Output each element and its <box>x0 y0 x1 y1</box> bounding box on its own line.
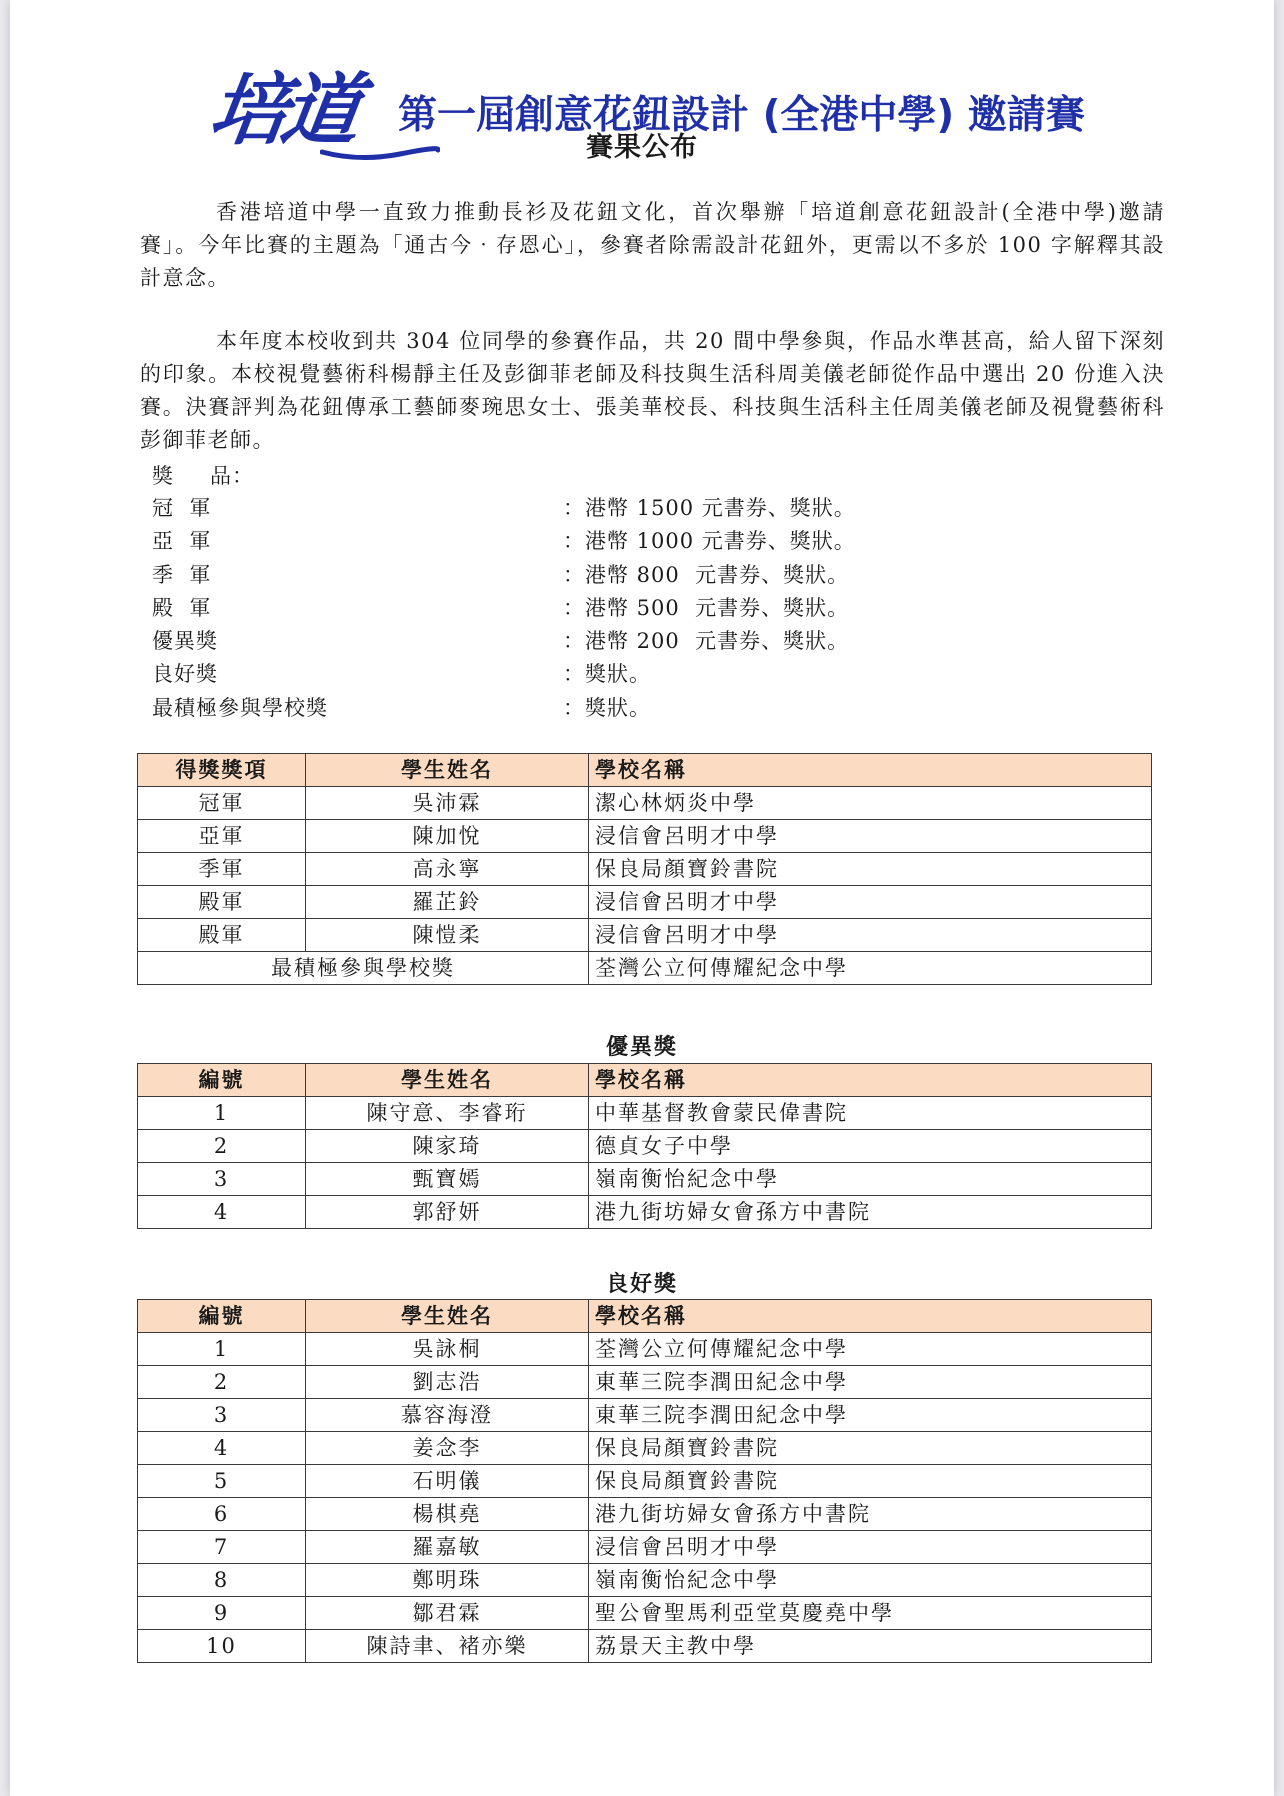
student-cell: 陳守意、李睿珩 <box>306 1097 589 1130</box>
student-cell: 郭舒妍 <box>306 1196 589 1229</box>
student-cell: 甄寶嫣 <box>306 1163 589 1196</box>
school-cell: 荃灣公立何傳耀紀念中學 <box>589 952 1152 985</box>
award-cell: 季軍 <box>138 853 306 886</box>
table-row <box>138 1630 1152 1663</box>
prize-value: ：獎狀。 <box>563 662 651 687</box>
award-cell: 殿軍 <box>138 886 306 919</box>
school-cell: 聖公會聖馬利亞堂莫慶堯中學 <box>589 1597 1152 1630</box>
column-header: 學校名稱 <box>589 754 1152 787</box>
column-header: 學生姓名 <box>306 1064 589 1097</box>
school-cell: 浸信會呂明才中學 <box>589 886 1152 919</box>
number-cell: 10 <box>138 1630 306 1663</box>
number-cell: 4 <box>138 1196 306 1229</box>
school-cell: 保良局顏寶鈴書院 <box>589 1432 1152 1465</box>
student-cell: 劉志浩 <box>306 1366 589 1399</box>
prizes-heading-right: 品： <box>210 464 254 488</box>
prize-value: ：獎狀。 <box>563 695 651 720</box>
prize-name: 優異獎 <box>152 629 218 654</box>
prize-name: 亞 軍 <box>152 529 212 554</box>
table-row <box>138 787 1152 820</box>
student-cell: 陳加悅 <box>306 820 589 853</box>
student-cell: 陳愷柔 <box>306 919 589 952</box>
column-header: 得獎獎項 <box>138 754 306 787</box>
table-row <box>138 1333 1152 1366</box>
number-cell: 5 <box>138 1465 306 1498</box>
student-cell: 鄭明珠 <box>306 1564 589 1597</box>
school-cell: 東華三院李潤田紀念中學 <box>589 1366 1152 1399</box>
school-cell: 浸信會呂明才中學 <box>589 820 1152 853</box>
number-cell: 2 <box>138 1366 306 1399</box>
number-cell: 6 <box>138 1498 306 1531</box>
school-cell: 保良局顏寶鈴書院 <box>589 1465 1152 1498</box>
prize-value: ：港幣 1500 元書券、獎狀。 <box>563 496 856 520</box>
school-cell: 中華基督教會蒙民偉書院 <box>589 1097 1152 1130</box>
award-cell: 亞軍 <box>138 820 306 853</box>
number-cell: 8 <box>138 1564 306 1597</box>
intro-paragraph-1: 香港培道中學一直致力推動長衫及花鈕文化，首次舉辦「培道創意花鈕設計(全港中學)邀請賽」。今年比賽的主題為「通古今‧存恩心」，參賽者除需設計花鈕外，更需以不多於 100 字解釋其設計意念。 <box>140 200 1165 290</box>
number-cell: 3 <box>138 1163 306 1196</box>
table-row <box>138 1465 1152 1498</box>
table-header-row <box>138 1064 1152 1097</box>
column-header: 編號 <box>138 1300 306 1333</box>
student-cell: 姜念李 <box>306 1432 589 1465</box>
table-row <box>138 886 1152 919</box>
prize-name: 季 軍 <box>152 562 212 587</box>
column-header: 學生姓名 <box>306 754 589 787</box>
school-cell: 潔心林炳炎中學 <box>589 787 1152 820</box>
table-row <box>138 1399 1152 1432</box>
number-cell: 3 <box>138 1399 306 1432</box>
school-cell: 荃灣公立何傳耀紀念中學 <box>589 1333 1152 1366</box>
prize-item <box>152 525 952 558</box>
school-cell: 浸信會呂明才中學 <box>589 1531 1152 1564</box>
award-cell: 冠軍 <box>138 787 306 820</box>
student-cell: 陳詩聿、褚亦樂 <box>306 1630 589 1663</box>
school-logo: 培道 <box>203 65 361 156</box>
merit-section-title: 優異獎 <box>605 1035 678 1060</box>
results-subtitle: 賽果公布 <box>586 132 698 163</box>
prize-item <box>152 559 952 592</box>
prize-name: 冠 軍 <box>152 496 212 520</box>
column-header: 編號 <box>138 1064 306 1097</box>
table-row <box>138 919 1152 952</box>
prize-name: 良好獎 <box>152 662 218 687</box>
prize-item <box>152 492 952 525</box>
table-row <box>138 853 1152 886</box>
school-cell: 港九街坊婦女會孫方中書院 <box>589 1498 1152 1531</box>
student-cell: 吳沛霖 <box>306 787 589 820</box>
school-cell: 港九街坊婦女會孫方中書院 <box>589 1196 1152 1229</box>
table-header-row <box>138 1300 1152 1333</box>
table-row <box>138 1163 1152 1196</box>
school-cell: 東華三院李潤田紀念中學 <box>589 1399 1152 1432</box>
school-cell: 德貞女子中學 <box>589 1130 1152 1163</box>
award-cell: 殿軍 <box>138 919 306 952</box>
number-cell: 7 <box>138 1531 306 1564</box>
table-row <box>138 1366 1152 1399</box>
number-cell: 2 <box>138 1130 306 1163</box>
number-cell: 4 <box>138 1432 306 1465</box>
student-cell: 羅芷鈴 <box>306 886 589 919</box>
table-row <box>138 1498 1152 1531</box>
good-awards-table <box>137 1299 1152 1663</box>
table-row <box>138 1564 1152 1597</box>
student-cell: 鄒君霖 <box>306 1597 589 1630</box>
prize-value: ：港幣 200 元書券、獎狀。 <box>563 629 850 654</box>
prize-item <box>152 658 952 691</box>
table-row <box>138 820 1152 853</box>
student-cell: 陳家琦 <box>306 1130 589 1163</box>
student-cell: 慕容海澄 <box>306 1399 589 1432</box>
good-section-title: 良好獎 <box>605 1272 678 1297</box>
prize-value: ：港幣 1000 元書券、獎狀。 <box>563 529 856 554</box>
column-header: 學校名稱 <box>589 1064 1152 1097</box>
column-header: 學生姓名 <box>306 1300 589 1333</box>
prize-name: 最積極參與學校獎 <box>152 695 328 720</box>
table-row <box>138 1531 1152 1564</box>
school-award-cell: 最積極參與學校獎 <box>138 952 589 985</box>
prize-item <box>152 625 952 658</box>
table-row <box>138 1196 1152 1229</box>
student-cell: 高永寧 <box>306 853 589 886</box>
competition-title: 第一屆創意花鈕設計 (全港中學) 邀請賽 <box>398 93 1085 138</box>
school-cell: 保良局顏寶鈴書院 <box>589 853 1152 886</box>
student-cell: 石明儀 <box>306 1465 589 1498</box>
table-row <box>138 1432 1152 1465</box>
merit-awards-table <box>137 1063 1152 1229</box>
student-cell: 楊棋堯 <box>306 1498 589 1531</box>
prize-item <box>152 692 952 725</box>
intro-paragraph-2: 本年度本校收到共 304 位同學的參賽作品，共 20 間中學參與，作品水準甚高，給人留下深刻的印象。本校視覺藝術科楊靜主任及彭御菲老師及科技與生活科周美儀老師從作品中選出 20 份進入決賽。決賽評判為花鈕傳承工藝師麥琬思女士、張美華校長、科技與生活科主任周美儀老師及視覺藝術科彭御菲老師。 <box>140 329 1165 452</box>
document-page <box>10 0 1274 1796</box>
number-cell: 1 <box>138 1097 306 1130</box>
school-cell: 嶺南衡怡紀念中學 <box>589 1163 1152 1196</box>
table-header-row <box>138 754 1152 787</box>
table-row <box>138 1597 1152 1630</box>
table-row <box>138 1097 1152 1130</box>
school-cell: 荔景天主教中學 <box>589 1630 1152 1663</box>
school-cell: 浸信會呂明才中學 <box>589 919 1152 952</box>
prizes-heading-left: 獎 <box>152 464 174 488</box>
prize-value: ：港幣 800 元書券、獎狀。 <box>563 562 850 587</box>
table-row <box>138 1130 1152 1163</box>
table-row <box>138 952 1152 985</box>
prize-name: 殿 軍 <box>152 595 212 620</box>
prize-list <box>152 492 952 725</box>
school-cell: 嶺南衡怡紀念中學 <box>589 1564 1152 1597</box>
prize-value: ：港幣 500 元書券、獎狀。 <box>563 595 850 620</box>
number-cell: 9 <box>138 1597 306 1630</box>
prizes-heading <box>152 460 254 490</box>
number-cell: 1 <box>138 1333 306 1366</box>
prize-item <box>152 592 952 625</box>
main-awards-table <box>137 753 1152 985</box>
student-cell: 吳詠桐 <box>306 1333 589 1366</box>
column-header: 學校名稱 <box>589 1300 1152 1333</box>
student-cell: 羅嘉敏 <box>306 1531 589 1564</box>
